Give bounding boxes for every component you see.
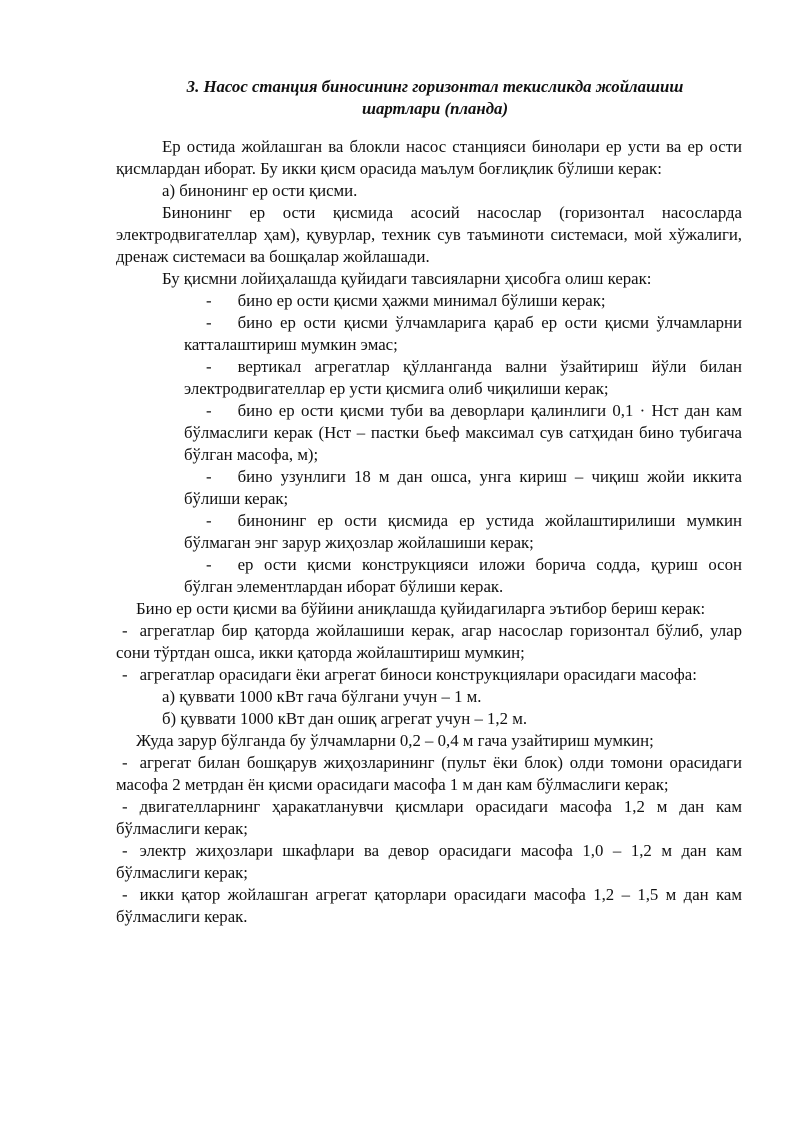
list-dash: -: [122, 665, 128, 684]
final-list-item: [116, 752, 742, 796]
increase-note: Жуда зарур бўлганда бу ўлчамларни 0,2 – 0,4 м гача узайтириш мумкин;: [136, 731, 654, 750]
final-list-item: [116, 884, 742, 928]
list-item-text: бино ер ости қисми туби ва деворлари қалинлиги 0,1 · Нст дан кам бўлмаслиги керак (Нст – пастки бьеф максимал сув сатҳидан бино тубигача бўлган масофа, м);: [184, 401, 742, 464]
final-list-item: [116, 796, 742, 840]
list-dash: -: [206, 467, 212, 486]
design-list-item: [116, 510, 742, 554]
list-dash: -: [206, 291, 212, 310]
list-dash: -: [206, 555, 212, 574]
design-list-item: [116, 400, 742, 466]
design-list-item: [116, 466, 742, 510]
design-list-item: [116, 554, 742, 598]
design-list-item: [116, 290, 742, 312]
list-dash: -: [122, 753, 128, 772]
width-list-item: [116, 620, 742, 664]
list-dash: -: [122, 885, 128, 904]
design-list-item: [116, 312, 742, 356]
list-dash: -: [206, 313, 212, 332]
final-list-item: [116, 840, 742, 884]
list-item-text: агрегатлар бир қаторда жойлашиши керак, агар насослар горизонтал бўлиб, улар сони тўртдан ошса, икки қаторда жойлаштириш мумкин;: [116, 621, 742, 662]
list-item-text: ер ости қисми конструкцияси иложи борича содда, қуриш осон бўлган элементлардан иборат бўлиши керак.: [184, 555, 742, 596]
design-intro: Бу қисмни лойиҳалашда қуйидаги тавсияларни ҳисобга олиш керак:: [162, 269, 652, 288]
list-item-text: икки қатор жойлашган агрегат қаторлари орасидаги масофа 1,2 – 1,5 м дан кам бўлмаслиги керак.: [116, 885, 742, 926]
list-item-text: бино ер ости қисми ҳажми минимал бўлиши керак;: [237, 291, 606, 310]
width-intro: Бино ер ости қисми ва бўйини аниқлашда қуйидагиларга эътибор бериш керак:: [136, 599, 706, 618]
section-title-line-2: шартлари (планда): [361, 99, 509, 118]
list-dash: -: [206, 401, 212, 420]
list-item-text: агрегат билан бошқарув жиҳозларининг (пульт ёки блок) олди томони орасидаги масофа 2 метрдан ён қисми орасидаги масофа 1 м дан кам бўлмаслиги керак;: [116, 753, 742, 794]
section-title: [116, 76, 742, 120]
list-dash: -: [206, 511, 212, 530]
list-item-text: электр жиҳозлари шкафлари ва девор орасидаги масофа 1,0 – 1,2 м дан кам бўлмаслиги керак;: [116, 841, 742, 882]
list-dash: -: [122, 841, 128, 860]
part-a-paragraph: Бинонинг ер ости қисмида асосий насослар (горизонтал насосларда электродвигателлар ҳам), қувурлар, техник сув таъминоти системаси, мой хўжалиги, дренаж системаси ва бошқалар жойлашади.: [116, 203, 742, 266]
list-item-text: двигателларнинг ҳаракатланувчи қисмлари орасидаги масофа 1,2 м дан кам бўлмаслиги керак;: [116, 797, 742, 838]
design-list-item: [116, 356, 742, 400]
list-dash: -: [206, 357, 212, 376]
distance-item-b: б) қуввати 1000 кВт дан ошиқ агрегат учун – 1,2 м.: [162, 709, 528, 728]
list-item-text: бинонинг ер ости қисмида ер устида жойлаштирилиши мумкин бўлмаган энг зарур жиҳозлар жойлашиши керак;: [184, 511, 742, 552]
list-item-text: бино ер ости қисми ўлчамларига қараб ер ости қисми ўлчамларни катталаштириш мумкин эмас;: [184, 313, 742, 354]
document-body: [116, 76, 742, 928]
intro-paragraph: Ер остида жойлашган ва блокли насос станцияси бинолари ер усти ва ер ости қисмлардан иборат. Бу икки қисм орасида маълум боғлиқлик бўлиши керак:: [116, 137, 742, 178]
list-dash: -: [122, 621, 128, 640]
width-list-item: [116, 664, 742, 686]
list-item-text: агрегатлар орасидаги ёки агрегат биноси конструкциялари орасидаги масофа:: [139, 665, 697, 684]
distance-item-a: а) қуввати 1000 кВт гача бўлгани учун – 1 м.: [162, 687, 482, 706]
list-dash: -: [122, 797, 128, 816]
part-a-heading: а) бинонинг ер ости қисми.: [162, 181, 358, 200]
list-item-text: вертикал агрегатлар қўлланганда вални ўзайтириш йўли билан электродвигателлар ер усти қисмига олиб чиқилиши керак;: [184, 357, 742, 398]
section-title-line-1: 3. Насос станция биносининг горизонтал текисликда жойлашиш: [186, 77, 684, 96]
list-item-text: бино узунлиги 18 м дан ошса, унга кириш – чиқиш жойи иккита бўлиши керак;: [184, 467, 742, 508]
